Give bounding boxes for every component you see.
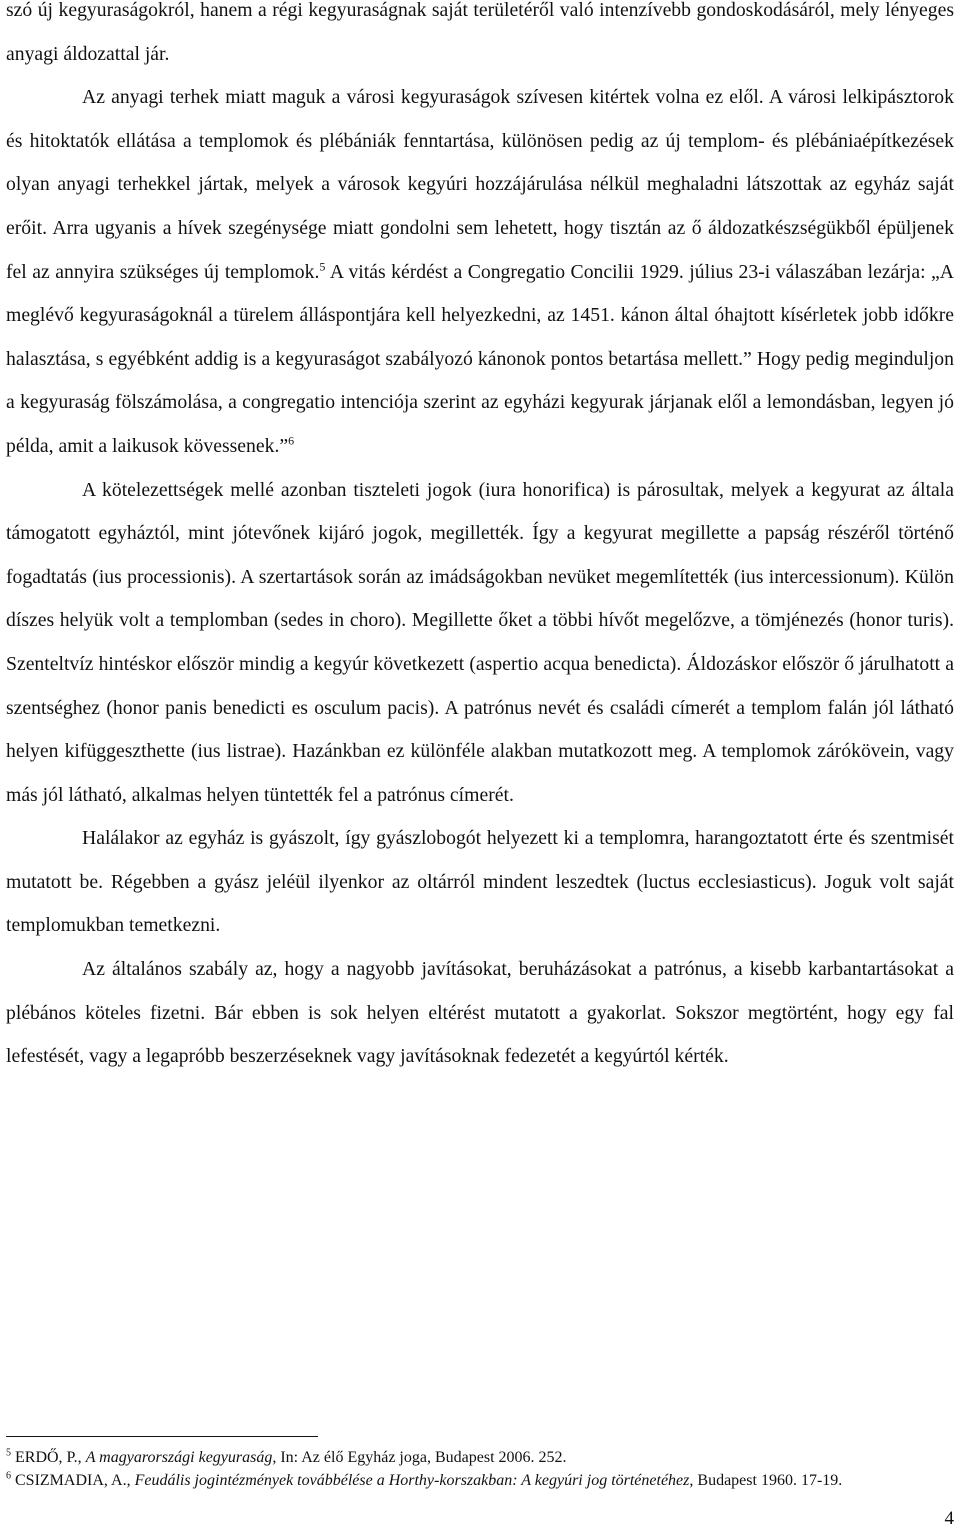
footnote-divider (6, 1436, 318, 1437)
text-run: Az általános szabály az, hogy a nagyobb javításokat, beruházásokat a patrónus, a kisebb karbantartásokat a plébános köteles fizetni. Bár ebben is sok helyen eltérést mutatott a gyakorlat. Sokszor megtörtént, hogy egy fal lefestését, vagy a legapróbb beszerzéseknek vagy javításoknak fedezetét a kegyúrtól kérték. (6, 958, 954, 1068)
footnote-number: 5 (6, 1447, 11, 1459)
footnote (6, 1469, 946, 1492)
page-number: 4 (944, 1508, 954, 1529)
footnotes (6, 1446, 946, 1492)
footnote-title: Feudális jogintézmények továbbélése a Horthy-korszakban: A kegyúri jog történetéhez, (134, 1472, 694, 1489)
paragraph (6, 817, 954, 948)
footnote-ref[interactable]: 6 (288, 433, 295, 448)
paragraph (6, 469, 954, 818)
body-text (6, 0, 954, 1079)
footnote (6, 1446, 946, 1469)
footnote-text: In: Az élő Egyház joga, Budapest 2006. 252. (276, 1449, 567, 1466)
footnote-number: 6 (6, 1470, 11, 1482)
text-run: A vitás kérdést a Congregatio Concilii 1929. július 23-i válaszában lezárja: „A meglévő kegyuraságoknál a türelem álláspontjára kell helyezkedni, az 1451. kánon által óhajtott kísérletek jobb időkre halasztása, s egyébként addig is a kegyuraságot szabályozó kánonok pontos betartása mellett.” Hogy pedig meginduljon a kegyuraság fölszámolása, a congregatio intenciója szerint az egyházi kegyurak járjanak elől a lemondásban, legyen jó példa, amit a laikusok kövessenek.” (6, 260, 954, 457)
text-run: Halálakor az egyház is gyászolt, így gyászlobogót helyezett ki a templomra, harangoztatott érte és szentmisét mutatott be. Régebben a gyász jeléül ilyenkor az oltárról mindent leszedtek (luctus ecclesiasticus). Joguk volt saját templomukban temetkezni. (6, 827, 954, 937)
footnote-text: CSIZMADIA, A., (11, 1472, 135, 1489)
text-run: A kötelezettségek mellé azonban tiszteleti jogok (iura honorifica) is párosultak, melyek a kegyurat az általa támogatott egyháztól, mint jótevőnek kijáró jogok, megillették. Így a kegyurat megillette a papság részéről történő fogadtatás (ius processionis). A szertartások során az imádságokban nevüket megemlítették (ius intercessionum). Külön díszes helyük volt a templomban (sedes in choro). Megillette őket a többi hívőt megelőzve, a tömjénezés (honor turis). Szenteltvíz hintéskor először mindig a kegyúr következett (aspertio acqua benedicta). Áldozáskor először ő járulhatott a szentséghez (honor panis benedicti es osculum pacis). A patrónus nevét és családi címerét a templom falán jól látható helyen kifüggeszthette (ius listrae). Hazánkban ez különféle alakban mutatkozott meg. A templomok zárókövein, vagy más jól látható, alkalmas helyen tüntették fel a patrónus címerét. (6, 478, 954, 806)
text-run: Az anyagi terhek miatt maguk a városi kegyuraságok szívesen kitértek volna ez elől. A városi lelkipásztorok és hitoktatók ellátása a templomok és plébániák fenntartása, különösen pedig az új templom- és plébániaépítkezések olyan anyagi terhekkel jártak, melyek a városok kegyúri hozzájárulása nélkül meghaladni látszottak az egyház saját erőit. Arra ugyanis a hívek szegénysége miatt gondolni sem lehetett, hogy tisztán az ő áldozatkészségükből épüljenek fel az annyira szükséges új templomok. (6, 86, 954, 283)
text-run: szó új kegyuraságokról, hanem a régi kegyuraságnak saját területéről való intenzívebb gondoskodásáról, mely lényeges anyagi áldozattal jár. (6, 0, 954, 65)
footnote-text: Budapest 1960. 17-19. (693, 1472, 843, 1489)
footnote-text: ERDŐ, P., (11, 1449, 86, 1466)
paragraph (6, 0, 954, 76)
footnote-title: A magyarországi kegyuraság, (85, 1449, 277, 1466)
paragraph (6, 76, 954, 468)
footnote-ref[interactable]: 5 (319, 259, 326, 273)
paragraph (6, 948, 954, 1079)
